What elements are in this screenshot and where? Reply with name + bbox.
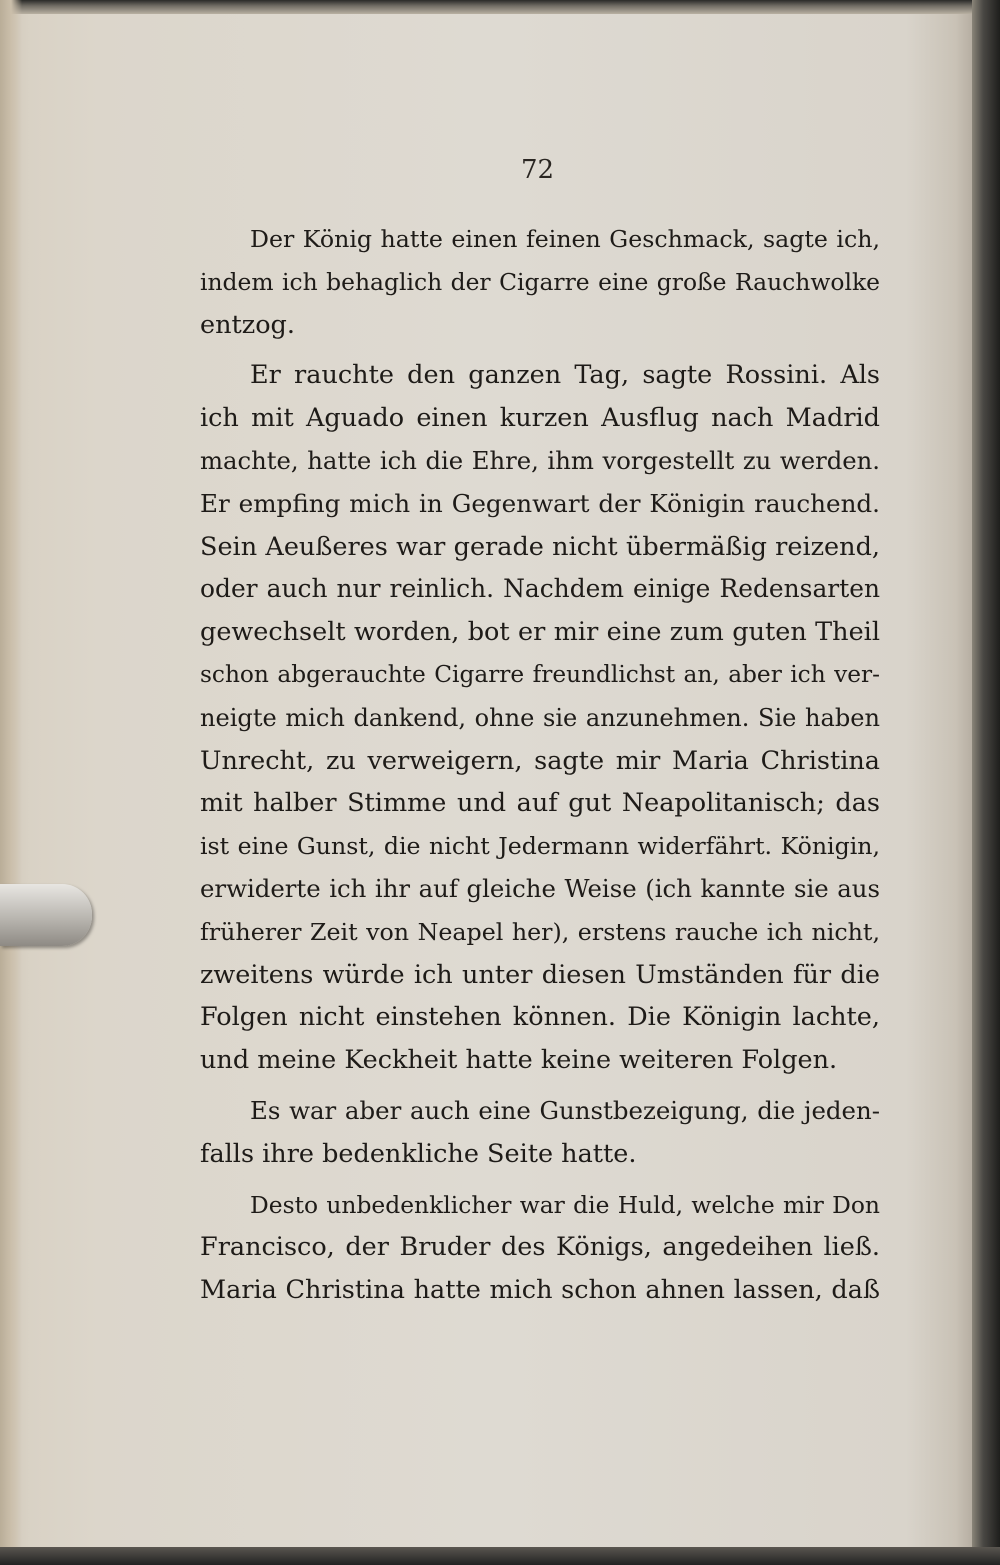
text-line: Maria Christina hatte mich schon ahnen lassen, daß xyxy=(200,1275,880,1306)
text-line: Es war aber auch eine Gunstbezeigung, die jeden- xyxy=(250,1095,880,1125)
body-text xyxy=(200,218,880,1312)
text-line: mit halber Stimme und auf gut Neapolitanisch; das xyxy=(200,788,880,819)
paragraph xyxy=(200,1090,880,1176)
text-line: Sein Aeußeres war gerade nicht übermäßig reizend, xyxy=(200,531,880,562)
text-line: entzog. xyxy=(200,309,295,340)
scan-bottom-edge xyxy=(0,1547,1000,1565)
page-left-edge xyxy=(0,0,22,1548)
book-binding xyxy=(972,0,1000,1565)
paragraph xyxy=(200,1184,880,1312)
paragraph xyxy=(200,354,880,1082)
text-line: und meine Keckheit hatte keine weiteren Folgen. xyxy=(200,1045,838,1076)
text-line: Desto unbedenklicher war die Huld, welche mir Don xyxy=(250,1190,880,1219)
text-line: falls ihre bedenkliche Seite hatte. xyxy=(200,1138,637,1169)
text-line: ist eine Gunst, die nicht Jedermann widerfährt. Königin, xyxy=(200,832,880,861)
page-number: 72 xyxy=(520,155,555,185)
text-line: Der König hatte einen feinen Geschmack, sagte ich, xyxy=(250,225,880,253)
text-line: machte, hatte ich die Ehre, ihm vorgestellt zu werden. xyxy=(200,445,880,475)
text-line: indem ich behaglich der Cigarre eine große Rauchwolke xyxy=(200,267,880,296)
text-line: gewechselt worden, bot er mir eine zum guten Theil xyxy=(200,617,880,648)
text-line: Francisco, der Bruder des Königs, angedeihen ließ. xyxy=(200,1232,880,1263)
text-line: früherer Zeit von Neapel her), erstens rauche ich nicht, xyxy=(200,917,880,946)
text-line: Unrecht, zu verweigern, sagte mir Maria Christina xyxy=(200,745,880,776)
text-line: oder auch nur reinlich. Nachdem einige Redensarten xyxy=(200,574,880,604)
text-line: schon abgerauchte Cigarre freundlichst an, aber ich ver- xyxy=(200,660,880,688)
text-line: zweitens würde ich unter diesen Umständen für die xyxy=(200,959,880,990)
page-clip xyxy=(0,884,92,946)
text-line: erwiderte ich ihr auf gleiche Weise (ich kannte sie aus xyxy=(200,873,880,903)
text-line: neigte mich dankend, ohne sie anzunehmen. Sie haben xyxy=(200,703,880,732)
text-line: ich mit Aguado einen kurzen Ausflug nach Madrid xyxy=(200,403,880,434)
text-line: Er rauchte den ganzen Tag, sagte Rossini. Als xyxy=(250,360,880,391)
text-line: Er empfing mich in Gegenwart der Königin rauchend. xyxy=(200,488,880,518)
page-top-edge xyxy=(0,0,1000,14)
paragraph xyxy=(200,218,880,346)
text-line: Folgen nicht einstehen können. Die Königin lachte, xyxy=(200,1002,880,1033)
